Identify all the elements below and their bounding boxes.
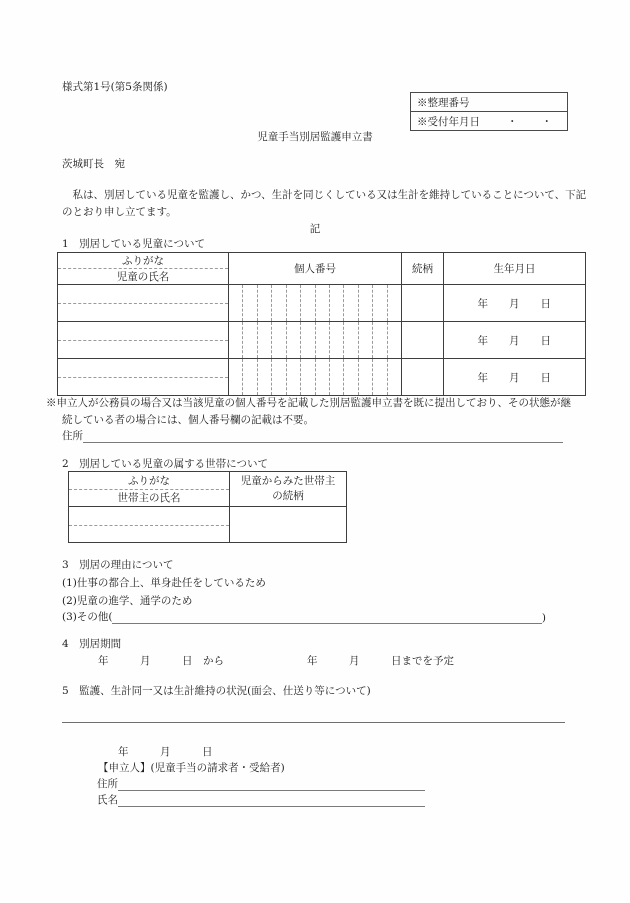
birthdate-field: 年 月 日	[443, 285, 585, 321]
head-name-field	[69, 507, 229, 542]
child-name-field	[58, 285, 228, 321]
head-relation-header-line2: の続柄	[272, 490, 304, 502]
personal-number-digit-box	[271, 359, 285, 395]
personal-number-digit-box	[229, 322, 242, 358]
section2-heading: 2 別居している児童の属する世帯について	[62, 458, 268, 470]
children-table-header	[58, 253, 585, 284]
personal-number-digit-box	[315, 285, 329, 321]
section3-heading: 3 別居の理由について	[62, 559, 174, 571]
form-number: 様式第1号(第5条関係)	[62, 81, 168, 93]
personal-number-digit-box	[315, 359, 329, 395]
personal-number-digit-box	[372, 359, 386, 395]
personal-number-digit-box	[286, 285, 300, 321]
personal-number-digit-box	[343, 285, 357, 321]
personal-number-digit-box	[271, 322, 285, 358]
reason-3-row	[62, 609, 546, 624]
signature-date: 年 月 日	[118, 746, 213, 758]
personal-number-digit-box	[387, 359, 401, 395]
reference-number-label: ※整理番号	[417, 96, 470, 109]
section1-heading: 1 別居している児童について	[62, 238, 205, 250]
birthdate-field: 年 月 日	[443, 359, 585, 395]
section5-heading: 5 監護、生計同一又は生計維持の状況(面会、仕送り等について)	[62, 685, 371, 697]
household-table-header	[69, 472, 346, 506]
declarant-heading: 【申立人】(児童手当の請求者・受給者)	[98, 762, 285, 774]
intro-line-1: 私は、別居している児童を監護し、かつ、生計を同じくしている又は生計を維持していることについて、下記	[62, 189, 587, 201]
head-relation-header-cell	[229, 472, 346, 506]
child-name-field	[58, 359, 228, 395]
child-row-1	[58, 284, 585, 321]
head-relation-header-line1: 児童からみた世帯主	[240, 474, 336, 487]
reception-date-dots: ・ ・	[507, 115, 553, 128]
admin-row-reception-date	[411, 111, 567, 130]
personal-number-digit-box	[358, 285, 372, 321]
personal-number-digit-box	[329, 285, 343, 321]
declarant-address-blank	[118, 777, 425, 791]
child-address-row	[62, 428, 563, 443]
birthdate-header: 生年月日	[443, 253, 585, 284]
personal-number-digit-box	[343, 359, 357, 395]
personal-number-digit-box	[300, 359, 314, 395]
relation-header: 続柄	[401, 253, 443, 284]
period-to: 年 月 日までを予定	[307, 655, 454, 667]
personal-number-digit-box	[229, 359, 242, 395]
personal-number-digit-box	[387, 322, 401, 358]
note-line-1: ※申立人が公務員の場合又は当該児童の個人番号を記載した別居監護申立書を既に提出しており、その状態が継	[46, 397, 571, 409]
personal-number-digit-box	[372, 285, 386, 321]
child-name-header: 児童の氏名	[116, 271, 170, 283]
signature-section-divider	[62, 722, 565, 723]
personal-number-digit-box	[358, 322, 372, 358]
personal-number-digit-box	[271, 285, 285, 321]
relation-field	[401, 322, 443, 358]
personal-number-field	[228, 359, 401, 395]
personal-number-digit-box	[257, 359, 271, 395]
reason-1: (1)仕事の都合上、単身赴任をしているため	[62, 577, 266, 589]
addressee: 茨城町長 宛	[62, 158, 125, 170]
admin-row-reference-number	[411, 93, 567, 111]
personal-number-digit-box	[358, 359, 372, 395]
child-name-header-cell	[58, 253, 228, 284]
personal-number-digit-box	[242, 359, 256, 395]
personal-number-header: 個人番号	[228, 253, 401, 284]
period-from: 年 月 日 から	[98, 655, 224, 667]
household-table	[68, 471, 347, 543]
child-row-2	[58, 321, 585, 358]
personal-number-digit-box	[315, 322, 329, 358]
ki-mark: 記	[309, 223, 321, 235]
declarant-name-row	[97, 792, 425, 807]
reason-3-close-paren: )	[541, 612, 546, 624]
birthdate-field: 年 月 日	[443, 322, 585, 358]
declarant-name-blank	[118, 793, 425, 807]
page-title: 児童手当別居監護申立書	[257, 131, 373, 143]
reason-3-label: (3)その他(	[62, 611, 113, 623]
reason-3-blank	[112, 610, 541, 624]
personal-number-digit-box	[242, 285, 256, 321]
personal-number-field	[228, 322, 401, 358]
head-relation-field	[229, 507, 346, 542]
personal-number-digit-box	[372, 322, 386, 358]
children-table	[57, 252, 586, 396]
child-row-3	[58, 358, 585, 395]
household-row	[69, 506, 346, 542]
child-address-label: 住所	[62, 430, 83, 442]
personal-number-digit-box	[229, 285, 242, 321]
personal-number-digit-box	[257, 322, 271, 358]
furigana-header: ふりがな	[128, 474, 170, 487]
personal-number-digit-box	[329, 322, 343, 358]
furigana-header: ふりがな	[122, 255, 164, 267]
personal-number-digit-box	[300, 322, 314, 358]
reason-2: (2)児童の進学、通学のため	[62, 595, 193, 607]
personal-number-digit-box	[329, 359, 343, 395]
child-name-field	[58, 322, 228, 358]
name-dashed-divider	[58, 303, 228, 304]
declarant-address-label: 住所	[97, 778, 118, 790]
relation-field	[401, 359, 443, 395]
personal-number-digit-box	[257, 285, 271, 321]
name-dashed-divider	[69, 525, 229, 526]
personal-number-digit-box	[286, 322, 300, 358]
intro-line-2: のとおり申し立てます。	[62, 206, 177, 218]
relation-field	[401, 285, 443, 321]
declarant-name-label: 氏名	[97, 794, 118, 806]
head-name-header-cell	[69, 472, 229, 506]
personal-number-digit-box	[343, 322, 357, 358]
declarant-address-row	[97, 776, 425, 791]
section4-heading: 4 別居期間	[62, 638, 122, 650]
reception-date-label: ※受付年月日	[417, 115, 480, 128]
note-line-2: 続している者の場合には、個人番号欄の記載は不要。	[62, 414, 314, 426]
name-dashed-divider	[58, 377, 228, 378]
personal-number-digit-box	[242, 322, 256, 358]
head-name-header: 世帯主の氏名	[117, 492, 181, 505]
personal-number-field	[228, 285, 401, 321]
personal-number-digit-box	[286, 359, 300, 395]
child-address-blank	[83, 429, 563, 443]
personal-number-digit-box	[300, 285, 314, 321]
admin-box	[410, 92, 568, 131]
name-dashed-divider	[58, 340, 228, 341]
personal-number-digit-box	[387, 285, 401, 321]
